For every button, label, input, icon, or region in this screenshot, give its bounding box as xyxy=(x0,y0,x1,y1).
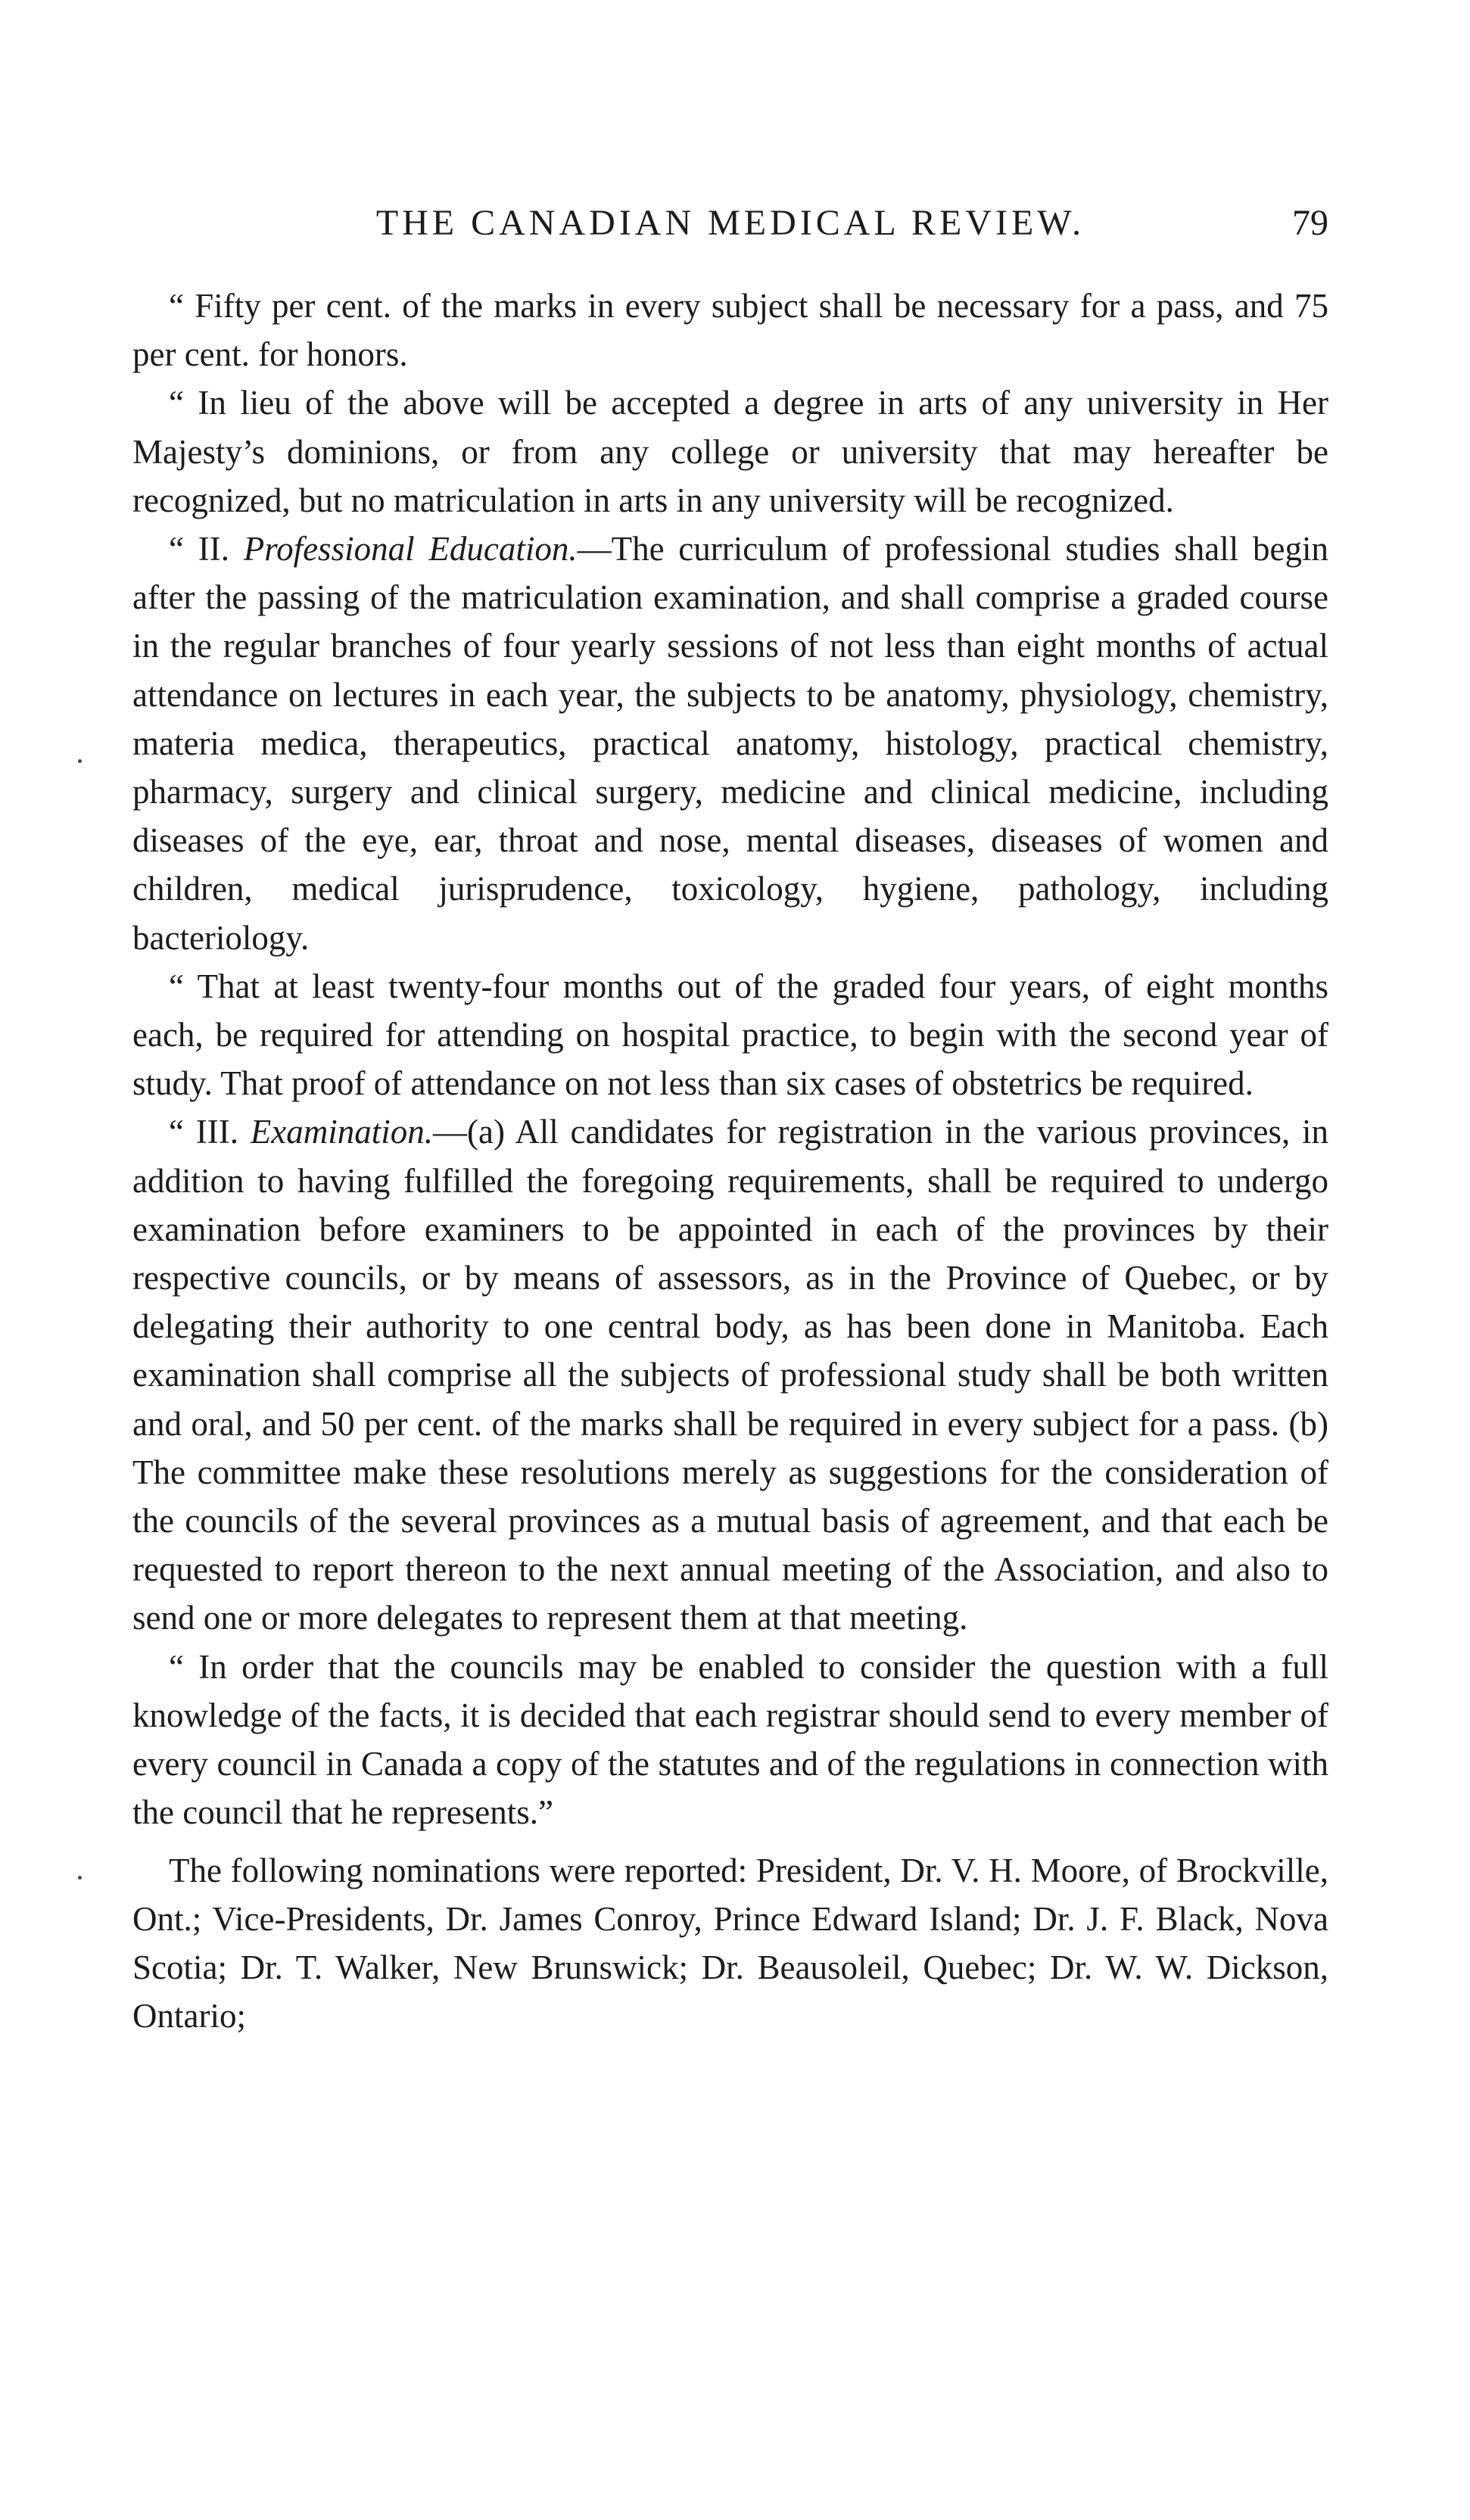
section-heading: Professional Education. xyxy=(243,530,578,568)
paragraph-hospital-practice xyxy=(132,962,1328,1108)
page-header xyxy=(132,197,1328,250)
paragraph-councils xyxy=(132,1643,1328,1837)
page-number: 79 xyxy=(1292,203,1328,243)
paragraph-text: The following nominations were reported: President, Dr. V. H. Moore, of Brockville, Ont.; Vice-Presidents, Dr. James Conroy, Prince Edward Island; Dr. J. F. Black, Nova Scotia; Dr. T. Walker, New Brunswick; Dr. Beausoleil, Quebec; Dr. W. W. Dickson, Ontario; xyxy=(132,1851,1328,2036)
paragraph-text: “ Fifty per cent. of the marks in every subject shall be necessary for a pass, and 75 per cent. for honors. xyxy=(132,287,1328,374)
running-title: THE CANADIAN MEDICAL REVIEW. xyxy=(375,203,1085,243)
margin-speck-mark xyxy=(78,1876,82,1880)
body-text xyxy=(132,282,1328,2040)
paragraph-nominations xyxy=(132,1846,1328,2041)
margin-speck-mark xyxy=(78,759,82,763)
section-number: “ III. xyxy=(169,1113,251,1151)
paragraph-examination xyxy=(132,1107,1328,1642)
paragraph-degree-in-arts xyxy=(132,378,1328,525)
paragraph-text: “ In order that the councils may be enabled to consider the question with a full knowledge of the facts, it is decided that each registrar should send to every member of every council in Canada a copy of the statutes and of the regulations in connection with the council that he represents.” xyxy=(132,1647,1328,1832)
paragraph-text: “ In lieu of the above will be accepted a degree in arts of any university in Her Majesty’s dominions, or from any college or university that may hereafter be recognized, but no matriculation in arts in any university will be recognized. xyxy=(132,384,1328,519)
paragraph-text: “ That at least twenty-four months out of the graded four years, of eight months each, be required for attending on hospital practice, to begin with the second year of study. That proof of attendance on not less than six cases of obstetrics be required. xyxy=(132,967,1328,1103)
section-heading: Examination. xyxy=(250,1113,433,1151)
section-number: “ II. xyxy=(169,530,244,568)
paragraph-text: —The curriculum of professional studies shall begin after the passing of the matriculation examination, and shall comprise a graded course in the regular branches of four yearly sessions of not less than eight months of actual attendance on lectures in each year, the subjects to be anatomy, physiology, chemistry, materia medica, therapeutics, practical anatomy, histology, practical chemistry, pharmacy, surgery and clinical surgery, medicine and clinical medicine, including diseases of the eye, ear, throat and nose, mental diseases, diseases of women and children, medical jurisprudence, toxicology, hygiene, pathology, including bacteriology. xyxy=(132,530,1328,957)
paragraph-passing-marks xyxy=(132,282,1328,378)
paragraph-professional-education xyxy=(132,525,1328,962)
paragraph-text: —(a) All candidates for registration in the various provinces, in addition to having fulfilled the foregoing requirements, shall be required to undergo examination before examiners to be appointed in each of the provinces by their respective councils, or by means of assessors, as in the Province of Quebec, or by delegating their authority to one central body, as has been done in Manitoba. Each examination shall comprise all the subjects of professional study shall be both written and oral, and 50 per cent. of the marks shall be required in every subject for a pass. (b) The committee make these resolutions merely as suggestions for the consideration of the councils of the several provinces as a mutual basis of agreement, and that each be requested to report thereon to the next annual meeting of the Association, and also to send one or more delegates to represent them at that meeting. xyxy=(132,1113,1328,1637)
